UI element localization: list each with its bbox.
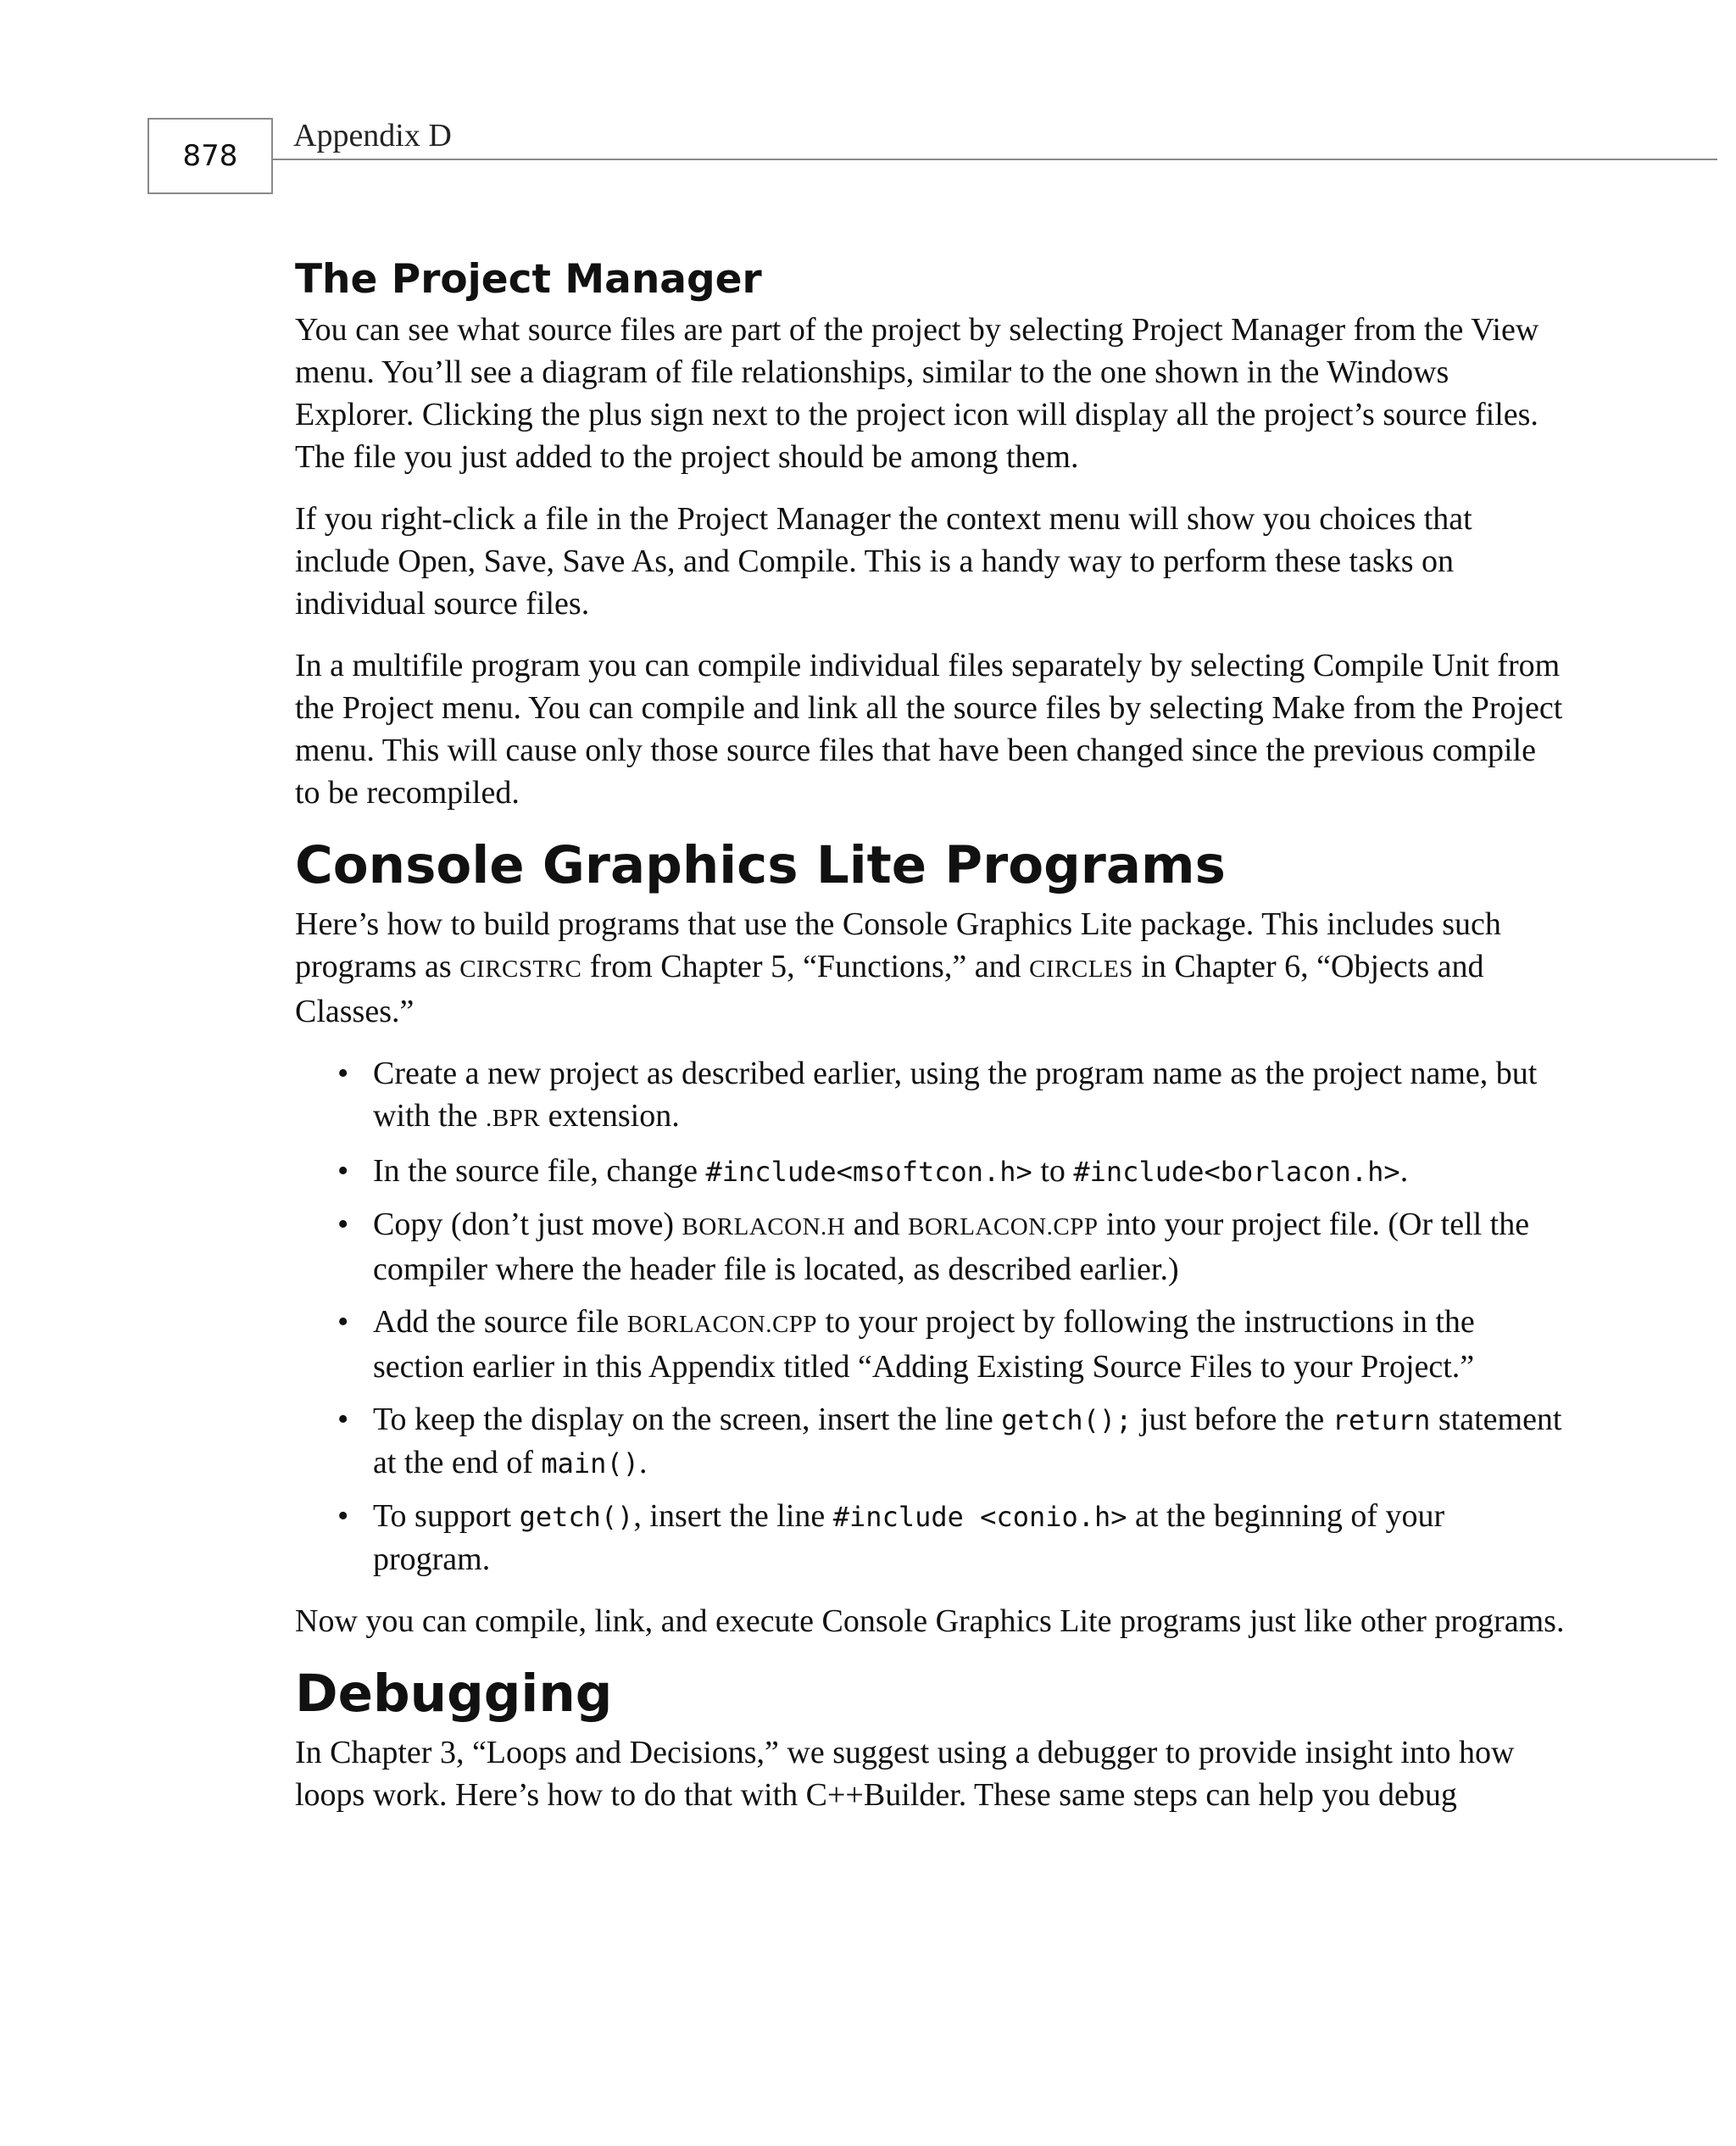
- text-run: just before the: [1132, 1402, 1333, 1437]
- heading-console-graphics: Console Graphics Lite Programs: [295, 835, 1226, 895]
- bullet-item: [295, 1301, 1566, 1388]
- text-run: in Chapter 6, “Objects and Classes.”: [295, 949, 1484, 1029]
- heading-debugging: Debugging: [295, 1664, 613, 1724]
- bullet-dot-icon: •: [337, 1304, 349, 1340]
- text-run: to: [1032, 1153, 1074, 1189]
- text-run: statement at the end of: [373, 1402, 1562, 1480]
- page-number-text: 878: [182, 139, 238, 173]
- bullet-dot-icon: •: [337, 1056, 349, 1091]
- code-snippet: getch();: [1001, 1404, 1132, 1436]
- code-snippet: #include<borlacon.h>: [1073, 1156, 1400, 1188]
- page-body: [295, 254, 1566, 1836]
- paragraph-project-manager-1: You can see what source files are part of the project by selecting Project Manager from the View menu. You’ll see a diagram of file relationships, similar to the one shown in the Windows Explorer. Clicking the plus sign next to the project icon will display all the project’s source files. The file you just added to the project should be among them.: [295, 312, 1539, 475]
- text-run: at the beginning of your program.: [373, 1498, 1445, 1577]
- code-snippet: getch(): [519, 1501, 634, 1533]
- text-run: from Chapter 5, “Functions,” and: [581, 949, 1030, 984]
- text-run: , insert the line: [633, 1498, 833, 1534]
- paragraph-project-manager-3: In a multifile program you can compile individual files separately by selecting Compile Unit from the Project menu. You can compile and link all the source files by selecting Make from the Project menu. This will cause only those source files that have been changed since the previous compile to be recompiled.: [295, 648, 1563, 811]
- heading-project-manager: The Project Manager: [295, 256, 762, 303]
- bullet-dot-icon: •: [337, 1402, 349, 1437]
- header-rule: [273, 159, 1717, 160]
- bullet-dot-icon: •: [337, 1207, 349, 1242]
- text-run: extension.: [540, 1098, 680, 1134]
- bullet-list: [295, 1052, 1566, 1580]
- code-snippet: #include<msoftcon.h>: [705, 1156, 1032, 1188]
- text-run: Add the source file: [373, 1304, 627, 1340]
- paragraph-console-graphics-intro: [295, 903, 1566, 1033]
- running-head: Appendix D: [293, 118, 452, 153]
- text-run: .: [1399, 1153, 1409, 1189]
- text-run: to your project by following the instructions in the section earlier in this Appendix titled “Adding Existing Source Files to your Project.”: [373, 1304, 1475, 1385]
- text-run: Create a new project as described earlier, using the program name as the project name, but with the: [373, 1056, 1538, 1134]
- text-run: into your project file. (Or tell the compiler where the header file is located, as described earlier.): [373, 1207, 1530, 1287]
- program-name: CIRCLES: [1029, 956, 1133, 983]
- text-run: To keep the display on the screen, insert the line: [373, 1402, 1002, 1437]
- bullet-item: [295, 1495, 1566, 1580]
- text-run: Copy (don’t just move): [373, 1207, 682, 1242]
- file-extension: .BPR: [485, 1105, 541, 1132]
- bullet-item: [295, 1398, 1566, 1485]
- code-snippet: return: [1332, 1404, 1431, 1436]
- bullet-item: [295, 1203, 1566, 1290]
- text-run: and: [845, 1207, 909, 1242]
- file-name: BORLACON.CPP: [626, 1311, 818, 1338]
- bullet-item: [295, 1150, 1566, 1193]
- bullet-item: [295, 1052, 1566, 1140]
- file-name: BORLACON.CPP: [908, 1213, 1099, 1240]
- program-name: CIRCSTRC: [459, 956, 582, 983]
- text-run: Here’s how to build programs that use the Console Graphics Lite package. This includes such programs as: [295, 906, 1501, 984]
- text-run: .: [638, 1445, 648, 1480]
- text-run: To support: [373, 1498, 520, 1534]
- code-snippet: #include <conio.h>: [832, 1501, 1127, 1533]
- paragraph-console-graphics-outro: Now you can compile, link, and execute Console Graphics Lite programs just like other programs.: [295, 1603, 1565, 1639]
- code-snippet: main(): [541, 1447, 639, 1480]
- file-name: BORLACON.H: [682, 1213, 846, 1240]
- paragraph-project-manager-2: If you right-click a file in the Project Manager the context menu will show you choices that include Open, Save, Save As, and Compile. This is a handy way to perform these tasks on individual source files.: [295, 501, 1472, 622]
- bullet-dot-icon: •: [337, 1153, 349, 1189]
- text-run: In the source file, change: [373, 1153, 706, 1189]
- bullet-dot-icon: •: [337, 1498, 349, 1534]
- paragraph-debugging-1: In Chapter 3, “Loops and Decisions,” we suggest using a debugger to provide insight into how loops work. Here’s how to do that with C++Builder. These same steps can help you debug: [295, 1735, 1515, 1813]
- page-number: [147, 118, 273, 194]
